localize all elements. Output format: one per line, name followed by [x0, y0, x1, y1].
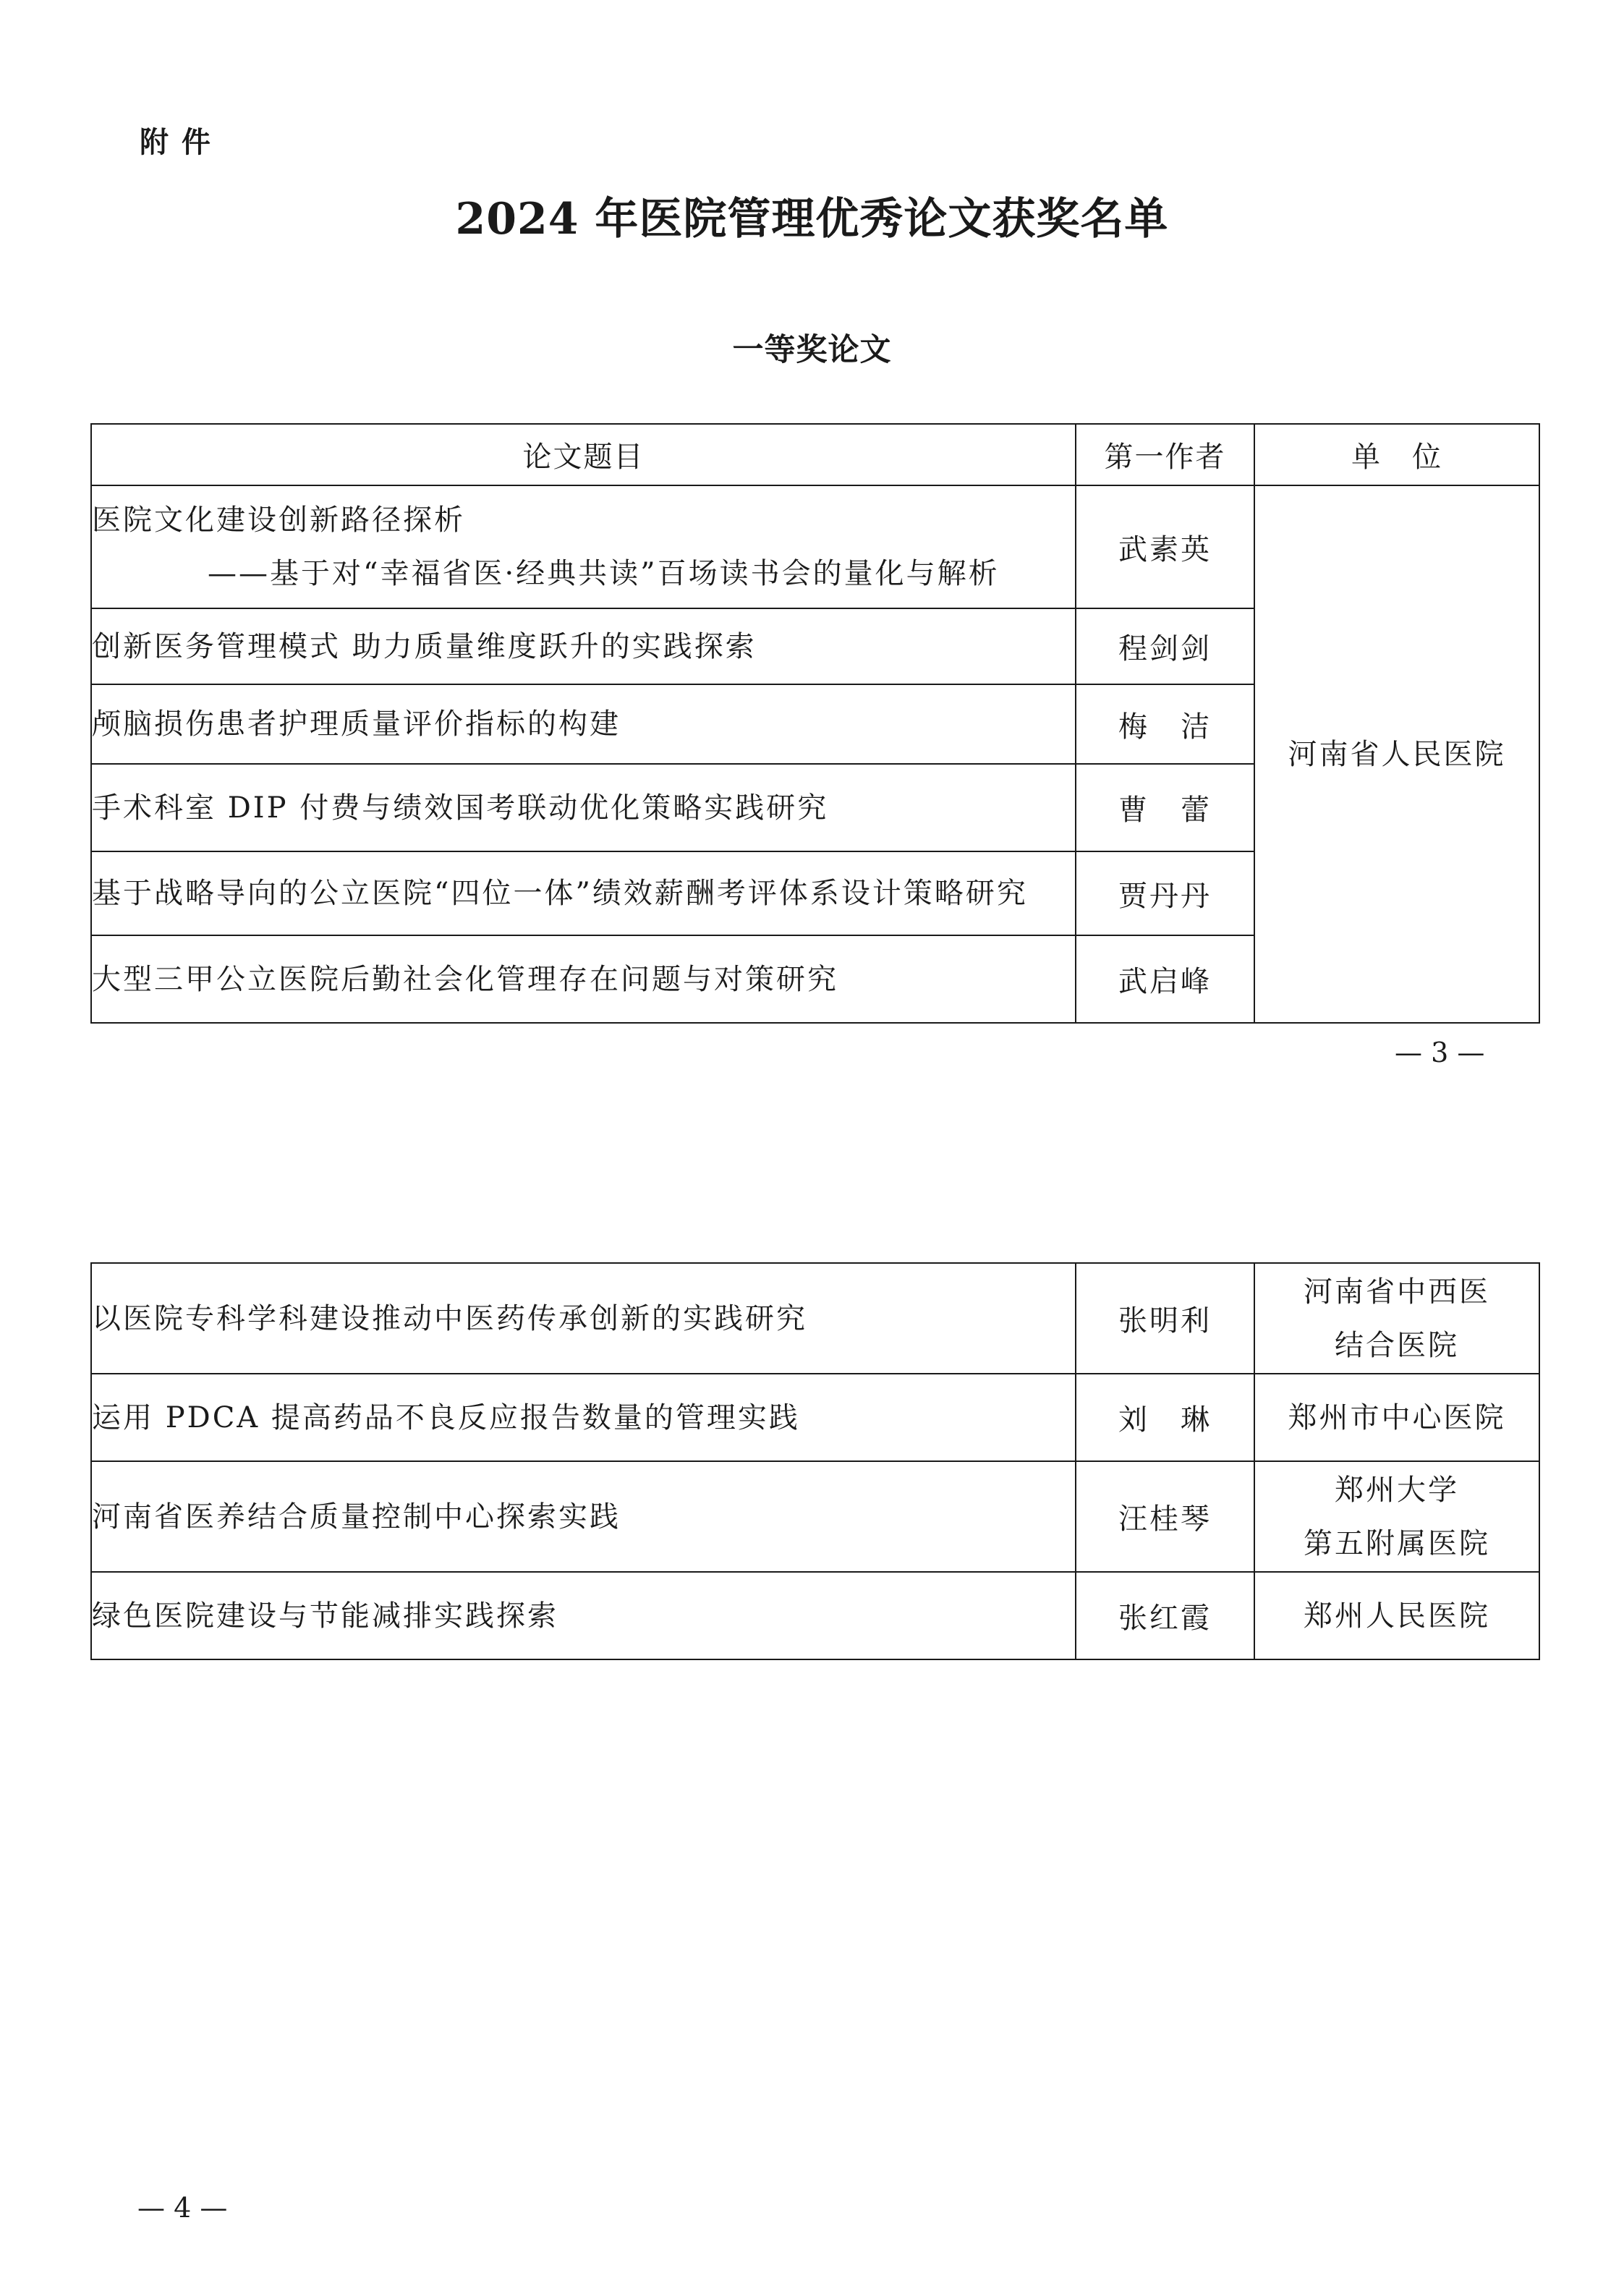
header-title: 论文题目: [91, 424, 1076, 485]
unit-line: 结合医院: [1335, 1328, 1459, 1362]
page-number-3: — 3 —: [1395, 1037, 1485, 1068]
paper-title-cell: 河南省医养结合质量控制中心探索实践: [91, 1461, 1076, 1572]
unit-line: 郑州大学: [1335, 1473, 1459, 1507]
paper-title-cell: 颅脑损伤患者护理质量评价指标的构建: [91, 684, 1076, 764]
paper-title-cell: 绿色医院建设与节能减排实践探索: [91, 1572, 1076, 1659]
author-cell: 贾丹丹: [1076, 851, 1254, 935]
paper-title-cell: 创新医务管理模式 助力质量维度跃升的实践探索: [91, 608, 1076, 684]
unit-cell: 郑州市中心医院: [1254, 1374, 1539, 1461]
unit-cell: 郑州人民医院: [1254, 1572, 1539, 1659]
unit-line: 河南省中西医: [1304, 1275, 1490, 1309]
author-cell: 张红霞: [1076, 1572, 1254, 1659]
paper-title: 医院文化建设创新路径探析: [92, 503, 465, 537]
author-cell: 梅 洁: [1076, 684, 1254, 764]
author-cell: 武素英: [1076, 485, 1254, 608]
author-cell: 程剑剑: [1076, 608, 1254, 684]
first-prize-table-continued: [90, 1262, 1540, 1660]
author-cell: 汪桂琴: [1076, 1461, 1254, 1572]
author-cell: 曹 蕾: [1076, 764, 1254, 851]
table-row: [91, 1263, 1539, 1374]
unit-cell: 河南省人民医院: [1254, 485, 1539, 1023]
first-prize-table: [90, 423, 1540, 1024]
page-number-4: — 4 —: [137, 2192, 228, 2224]
paper-title-cell: 运用 PDCA 提高药品不良反应报告数量的管理实践: [91, 1374, 1076, 1461]
table-row: [91, 1374, 1539, 1461]
table-header-row: [91, 424, 1539, 485]
author-cell: 武启峰: [1076, 935, 1254, 1023]
header-author: 第一作者: [1076, 424, 1254, 485]
table-row: [91, 485, 1539, 608]
table-row: [91, 1461, 1539, 1572]
unit-cell: [1254, 1263, 1539, 1374]
paper-title-cell: 以医院专科学科建设推动中医药传承创新的实践研究: [91, 1263, 1076, 1374]
table-row: [91, 1572, 1539, 1659]
author-cell: 张明利: [1076, 1263, 1254, 1374]
header-unit: 单 位: [1254, 424, 1539, 485]
paper-title-cell: [91, 485, 1076, 608]
attachment-label: 附 件: [140, 126, 212, 159]
author-cell: 刘 琳: [1076, 1374, 1254, 1461]
paper-title-cell: 手术科室 DIP 付费与绩效国考联动优化策略实践研究: [91, 764, 1076, 851]
paper-subtitle: ——基于对“幸福省医·经典共读”百场读书会的量化与解析: [208, 557, 1000, 590]
document-title: 2024 年医院管理优秀论文获奖名单: [455, 194, 1169, 245]
section-title: 一等奖论文: [732, 332, 892, 368]
paper-title-cell: 大型三甲公立医院后勤社会化管理存在问题与对策研究: [91, 935, 1076, 1023]
unit-cell: [1254, 1461, 1539, 1572]
unit-line: 第五附属医院: [1304, 1526, 1490, 1560]
paper-title-cell: 基于战略导向的公立医院“四位一体”绩效薪酬考评体系设计策略研究: [91, 851, 1076, 935]
